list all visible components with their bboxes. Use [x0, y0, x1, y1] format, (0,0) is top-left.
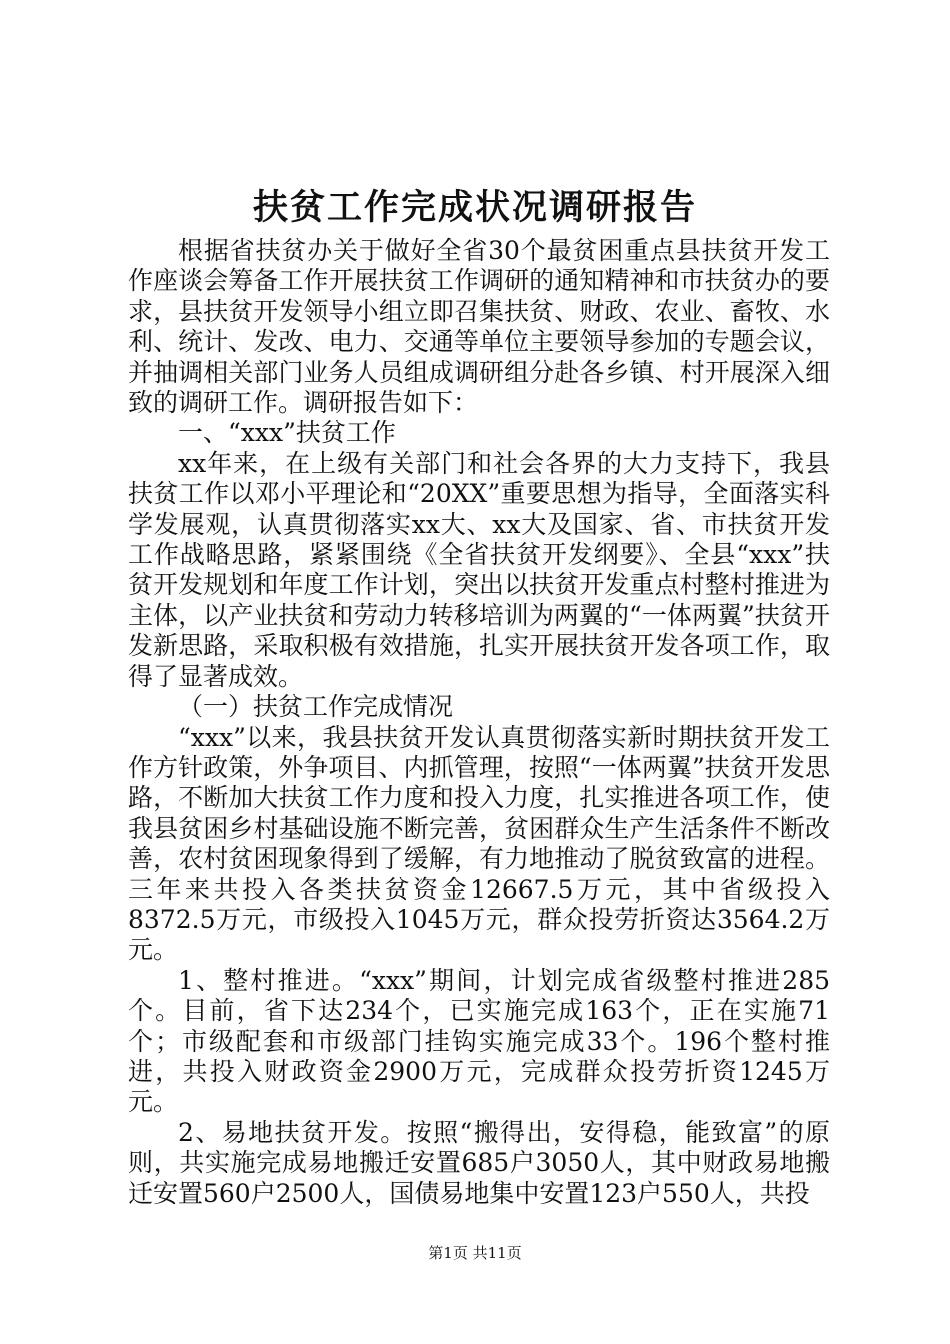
section-heading-1: 一、“xxx”扶贫工作	[178, 418, 396, 448]
relocation-paragraph: 2、易地扶贫开发。按照“搬得出，安得稳，能致富”的原则，共实施完成易地搬迁安置685户3050人，其中财政易地搬迁安置560户2500人，国债易地集中安置123户550人，共投	[128, 1117, 830, 1208]
village-promotion-paragraph: 1、整村推进。“xxx”期间，计划完成省级整村推进285个。目前，省下达234个，已实施完成163个，正在实施71个；市级配套和市级部门挂钩实施完成33个。196个整村推进，共投入财政资金2900万元，完成群众投劳折资1245万元。	[128, 965, 830, 1117]
document-title: 扶贫工作完成状况调研报告	[252, 187, 697, 228]
overview-paragraph: xx年来，在上级有关部门和社会各界的大力支持下，我县扶贫工作以邓小平理论和“20XX”重要思想为指导，全面落实科学发展观，认真贯彻落实xx大、xx大及国家、省、市扶贫开发工作战略思路，紧紧围绕《全省扶贫开发纲要》、全县“xxx”扶贫开发规划和年度工作计划，突出以扶贫开发重点村整村推进为主体，以产业扶贫和劳动力转移培训为两翼的“一体两翼”扶贫开发新思路，采取积极有效措施，扎实开展扶贫开发各项工作，取得了显著成效。	[128, 448, 830, 691]
intro-paragraph: 根据省扶贫办关于做好全省30个最贫困重点县扶贫开发工作座谈会筹备工作开展扶贫工作调研的通知精神和市扶贫办的要求，县扶贫开发领导小组立即召集扶贫、财政、农业、畜牧、水利、统计、发改、电力、交通等单位主要领导参加的专题会议，并抽调相关部门业务人员组成调研组分赴各乡镇、村开展深入细致的调研工作。调研报告如下：	[128, 236, 830, 418]
subsection-heading-1: （一）扶贫工作完成情况	[178, 692, 454, 722]
completion-paragraph: “xxx”以来，我县扶贫开发认真贯彻落实新时期扶贫开发工作方针政策，外争项目、内抓管理，按照“一体两翼”扶贫开发思路，不断加大扶贫工作力度和投入力度，扎实推进各项工作，使我县贫困乡村基础设施不断完善，贫困群众生产生活条件不断改善，农村贫困现象得到了缓解，有力地推动了脱贫致富的进程。三年来共投入各类扶贫资金12667.5万元，其中省级投入8372.5万元，市级投入1045万元，群众投劳折资达3564.2万元。	[128, 722, 830, 965]
document-body	[128, 236, 830, 1209]
page-footer: 第1页 共11页	[428, 1244, 522, 1262]
